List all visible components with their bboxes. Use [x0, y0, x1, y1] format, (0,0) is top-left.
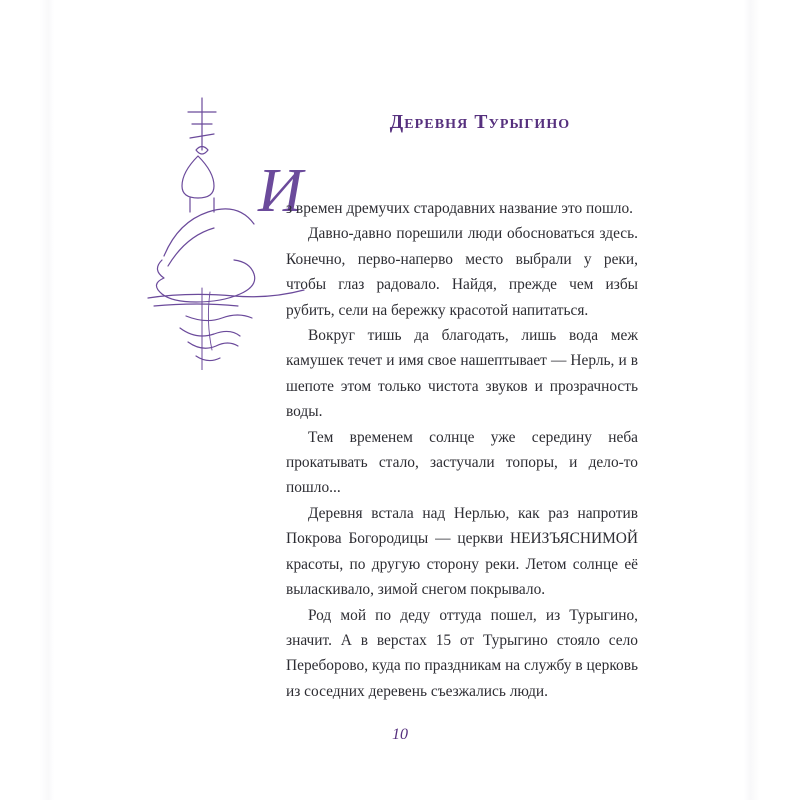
drop-cap: И — [258, 157, 303, 225]
paragraph-1: з времен дремучих стародавних название это пошло. — [286, 200, 634, 217]
paragraph-6: Род мой по деду оттуда пошел, из Турыгино, значит. А в верстах 15 от Турыгино стояло село Переборово, куда по праздникам на службу в церковь из соседних деревень съезжались люди. — [286, 606, 638, 700]
paragraph-2: Давно-давно порешили люди обосноваться здесь. Конечно, перво-наперво место выбрали у реки, чтобы глаз радовало. Найдя, прежде чем избы рубить, сели на бережку красотой напитаться. — [286, 225, 638, 319]
page-number: 10 — [392, 726, 408, 743]
paragraph-4: Тем временем солнце уже середину неба прокатывать стало, застучали топоры, и дело-то пошло... — [286, 428, 638, 497]
body-text — [286, 196, 638, 704]
paragraph-5: Деревня встала над Нерлью, как раз напротив Покрова Богородицы — церкви НЕИЗЪЯСНИМОЙ красоты, по другую сторону реки. Летом солнце её выласкивало, зимой снегом покрывало. — [286, 504, 638, 599]
chapter-title: Деревня Турыгино — [389, 112, 571, 133]
paragraph-3: Вокруг тишь да благодать, лишь вода меж камушек течет и имя свое нашептывает — Нерль, и в шепоте этом только чистота звуков и прозрачность воды. — [286, 327, 638, 421]
